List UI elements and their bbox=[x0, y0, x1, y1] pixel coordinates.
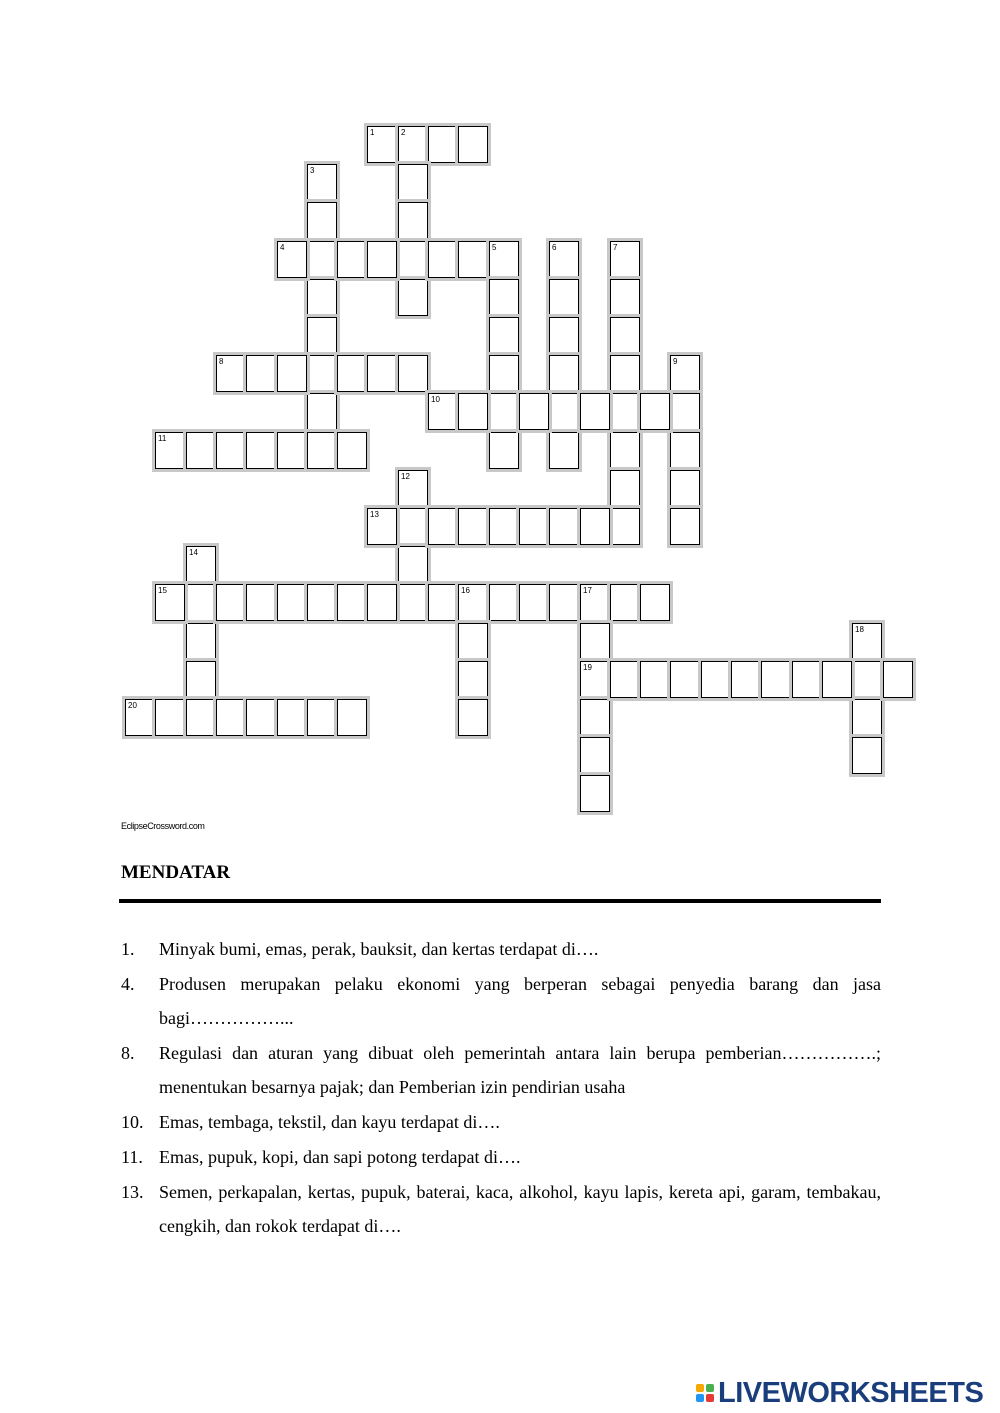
clue-number: 17 bbox=[583, 586, 592, 595]
crossword-cell[interactable] bbox=[580, 623, 610, 660]
crossword-cell[interactable] bbox=[307, 202, 337, 239]
letter-input[interactable] bbox=[189, 670, 213, 696]
section-heading: MENDATAR bbox=[121, 862, 231, 883]
clue-item-number: 1. bbox=[121, 939, 135, 959]
crossword-cell[interactable] bbox=[549, 584, 579, 621]
letter-input[interactable] bbox=[583, 632, 607, 658]
clue-item bbox=[121, 967, 881, 1035]
letter-input[interactable] bbox=[310, 173, 334, 199]
crossword-cell[interactable] bbox=[428, 241, 458, 278]
crossword-cell[interactable] bbox=[398, 279, 428, 316]
crossword-cell[interactable] bbox=[337, 432, 367, 469]
letter-input[interactable] bbox=[310, 288, 334, 314]
letter-input[interactable] bbox=[673, 441, 697, 467]
crossword-cell[interactable] bbox=[367, 126, 397, 163]
crossword-cell[interactable] bbox=[610, 508, 640, 545]
letter-input[interactable] bbox=[673, 364, 697, 390]
crossword-cell[interactable] bbox=[307, 584, 337, 621]
crossword-cell[interactable] bbox=[216, 699, 246, 736]
crossword-cell[interactable] bbox=[549, 317, 579, 354]
letter-input[interactable] bbox=[158, 708, 182, 734]
letter-input[interactable] bbox=[310, 402, 334, 428]
crossword-cell[interactable] bbox=[307, 317, 337, 354]
crossword-cell[interactable] bbox=[428, 393, 458, 430]
letter-input[interactable] bbox=[492, 517, 516, 543]
letter-input[interactable] bbox=[310, 326, 334, 352]
clue-item-text: Regulasi dan aturan yang dibuat oleh pemerintah antara lain berupa pemberian…………….; menentukan besarnya pajak; dan Pemberian izin pendirian usaha bbox=[159, 1043, 881, 1097]
clue-item bbox=[121, 1036, 881, 1104]
crossword-cell[interactable] bbox=[125, 699, 155, 736]
clue-number: 12 bbox=[401, 472, 410, 481]
letter-input[interactable] bbox=[461, 670, 485, 696]
crossword-cell[interactable] bbox=[549, 508, 579, 545]
crossword-cell[interactable] bbox=[186, 546, 216, 583]
crossword-cell[interactable] bbox=[610, 393, 640, 430]
letter-input[interactable] bbox=[310, 364, 334, 390]
crossword-cell[interactable] bbox=[458, 584, 488, 621]
clue-item-number: 4. bbox=[121, 974, 135, 994]
crossword-cell[interactable] bbox=[216, 355, 246, 392]
clue-item-number: 13. bbox=[121, 1182, 144, 1202]
letter-input[interactable] bbox=[522, 517, 546, 543]
crossword-cell[interactable] bbox=[398, 546, 428, 583]
letter-input[interactable] bbox=[492, 364, 516, 390]
heading-divider bbox=[119, 899, 881, 903]
clue-number: 20 bbox=[128, 701, 137, 710]
crossword-cell[interactable] bbox=[458, 661, 488, 698]
crossword-cell[interactable] bbox=[489, 508, 519, 545]
letter-input[interactable] bbox=[280, 708, 304, 734]
crossword-cell[interactable] bbox=[640, 584, 670, 621]
letter-input[interactable] bbox=[552, 402, 576, 428]
clue-item bbox=[121, 932, 881, 966]
crossword-cell[interactable] bbox=[458, 126, 488, 163]
crossword-cell[interactable] bbox=[640, 393, 670, 430]
crossword-cell[interactable] bbox=[155, 699, 185, 736]
crossword-cell[interactable] bbox=[398, 164, 428, 201]
crossword-cell[interactable] bbox=[822, 661, 852, 698]
letter-input[interactable] bbox=[280, 593, 304, 619]
letter-input[interactable] bbox=[219, 593, 243, 619]
clue-number: 6 bbox=[552, 243, 557, 252]
letter-input[interactable] bbox=[340, 708, 364, 734]
letter-input[interactable] bbox=[673, 517, 697, 543]
crossword-cell[interactable] bbox=[186, 584, 216, 621]
crossword-cell[interactable] bbox=[852, 623, 882, 660]
crossword-cell[interactable] bbox=[610, 584, 640, 621]
crossword-cell[interactable] bbox=[307, 355, 337, 392]
letter-input[interactable] bbox=[370, 250, 394, 276]
letter-input[interactable] bbox=[855, 746, 879, 772]
crossword-cell[interactable] bbox=[549, 355, 579, 392]
letter-input[interactable] bbox=[401, 364, 425, 390]
letter-input[interactable] bbox=[158, 593, 182, 619]
clue-number: 10 bbox=[431, 395, 440, 404]
letter-input[interactable] bbox=[613, 441, 637, 467]
crossword-cell[interactable] bbox=[186, 661, 216, 698]
letter-input[interactable] bbox=[280, 250, 304, 276]
crossword-cell[interactable] bbox=[519, 393, 549, 430]
crossword-cell[interactable] bbox=[640, 661, 670, 698]
logo-mark-square bbox=[696, 1394, 704, 1402]
crossword-cell[interactable] bbox=[367, 508, 397, 545]
letter-input[interactable] bbox=[431, 135, 455, 161]
letter-input[interactable] bbox=[370, 135, 394, 161]
letter-input[interactable] bbox=[280, 364, 304, 390]
crossword-cell[interactable] bbox=[549, 432, 579, 469]
letter-input[interactable] bbox=[431, 402, 455, 428]
letter-input[interactable] bbox=[522, 593, 546, 619]
letter-input[interactable] bbox=[552, 288, 576, 314]
letter-input[interactable] bbox=[583, 517, 607, 543]
clue-item-number: 11. bbox=[121, 1147, 143, 1167]
letter-input[interactable] bbox=[401, 211, 425, 237]
crossword-cell[interactable] bbox=[580, 737, 610, 774]
letter-input[interactable] bbox=[613, 517, 637, 543]
letter-input[interactable] bbox=[340, 364, 364, 390]
letter-input[interactable] bbox=[219, 364, 243, 390]
letter-input[interactable] bbox=[340, 593, 364, 619]
letter-input[interactable] bbox=[461, 708, 485, 734]
letter-input[interactable] bbox=[492, 288, 516, 314]
crossword-cell[interactable] bbox=[398, 584, 428, 621]
letter-input[interactable] bbox=[310, 441, 334, 467]
letter-input[interactable] bbox=[219, 441, 243, 467]
letter-input[interactable] bbox=[613, 402, 637, 428]
crossword-cell[interactable] bbox=[580, 661, 610, 698]
letter-input[interactable] bbox=[552, 517, 576, 543]
logo-mark-square bbox=[706, 1394, 714, 1402]
crossword-cell[interactable] bbox=[489, 355, 519, 392]
crossword-cell[interactable] bbox=[670, 470, 700, 507]
crossword-cell[interactable] bbox=[580, 508, 610, 545]
clue-number: 5 bbox=[492, 243, 497, 252]
crossword-cell[interactable] bbox=[670, 661, 700, 698]
letter-input[interactable] bbox=[613, 593, 637, 619]
clue-item-number: 8. bbox=[121, 1043, 135, 1063]
letter-input[interactable] bbox=[886, 670, 910, 696]
crossword-cell[interactable] bbox=[367, 355, 397, 392]
clue-item bbox=[121, 1105, 881, 1139]
clue-item-number: 10. bbox=[121, 1112, 144, 1132]
letter-input[interactable] bbox=[461, 402, 485, 428]
clue-number: 2 bbox=[401, 128, 406, 137]
clue-number: 9 bbox=[673, 357, 678, 366]
letter-input[interactable] bbox=[401, 135, 425, 161]
clue-item-text: Semen, perkapalan, kertas, pupuk, baterai, kaca, alkohol, kayu lapis, kereta api, garam, tembakau, cengkih, dan rokok terdapat di…. bbox=[159, 1182, 881, 1236]
letter-input[interactable] bbox=[128, 708, 152, 734]
letter-input[interactable] bbox=[552, 593, 576, 619]
crossword-cell[interactable] bbox=[398, 355, 428, 392]
logo-mark-icon bbox=[696, 1384, 714, 1402]
letter-input[interactable] bbox=[673, 479, 697, 505]
letter-input[interactable] bbox=[643, 593, 667, 619]
crossword-credit: EclipseCrossword.com bbox=[121, 821, 205, 831]
letter-input[interactable] bbox=[613, 250, 637, 276]
crossword-cell[interactable] bbox=[307, 393, 337, 430]
letter-input[interactable] bbox=[310, 250, 334, 276]
crossword-cell[interactable] bbox=[398, 202, 428, 239]
crossword-cell[interactable] bbox=[307, 241, 337, 278]
crossword-cell[interactable] bbox=[458, 699, 488, 736]
letter-input[interactable] bbox=[189, 441, 213, 467]
letter-input[interactable] bbox=[583, 670, 607, 696]
crossword-cell[interactable] bbox=[246, 432, 276, 469]
crossword-cell[interactable] bbox=[186, 432, 216, 469]
letter-input[interactable] bbox=[249, 441, 273, 467]
letter-input[interactable] bbox=[673, 670, 697, 696]
crossword-cell[interactable] bbox=[670, 393, 700, 430]
letter-input[interactable] bbox=[431, 593, 455, 619]
crossword-cell[interactable] bbox=[155, 584, 185, 621]
clue-number: 18 bbox=[855, 625, 864, 634]
crossword-cell[interactable] bbox=[458, 241, 488, 278]
letter-input[interactable] bbox=[704, 670, 728, 696]
letter-input[interactable] bbox=[855, 708, 879, 734]
clue-number: 1 bbox=[370, 128, 375, 137]
clue-number: 15 bbox=[158, 586, 167, 595]
liveworksheets-logo bbox=[696, 1376, 983, 1410]
crossword-cell[interactable] bbox=[428, 584, 458, 621]
crossword-cell[interactable] bbox=[155, 432, 185, 469]
letter-input[interactable] bbox=[552, 250, 576, 276]
letter-input[interactable] bbox=[613, 364, 637, 390]
letter-input[interactable] bbox=[189, 593, 213, 619]
letter-input[interactable] bbox=[158, 441, 182, 467]
logo-text: LIVEWORKSHEETS bbox=[718, 1376, 984, 1409]
crossword-cell[interactable] bbox=[246, 355, 276, 392]
letter-input[interactable] bbox=[855, 632, 879, 658]
clue-list bbox=[121, 932, 881, 1244]
letter-input[interactable] bbox=[855, 670, 879, 696]
crossword-cell[interactable] bbox=[367, 241, 397, 278]
letter-input[interactable] bbox=[461, 593, 485, 619]
crossword-cell[interactable] bbox=[610, 355, 640, 392]
letter-input[interactable] bbox=[370, 593, 394, 619]
crossword-cell[interactable] bbox=[519, 508, 549, 545]
letter-input[interactable] bbox=[795, 670, 819, 696]
letter-input[interactable] bbox=[461, 632, 485, 658]
crossword-cell[interactable] bbox=[489, 393, 519, 430]
crossword-cell[interactable] bbox=[186, 623, 216, 660]
letter-input[interactable] bbox=[189, 708, 213, 734]
letter-input[interactable] bbox=[189, 632, 213, 658]
letter-input[interactable] bbox=[583, 402, 607, 428]
clue-number: 13 bbox=[370, 510, 379, 519]
letter-input[interactable] bbox=[552, 326, 576, 352]
clue-number: 4 bbox=[280, 243, 285, 252]
letter-input[interactable] bbox=[583, 784, 607, 810]
crossword-cell[interactable] bbox=[277, 432, 307, 469]
crossword-cell[interactable] bbox=[428, 508, 458, 545]
crossword-cell[interactable] bbox=[337, 241, 367, 278]
letter-input[interactable] bbox=[461, 250, 485, 276]
crossword-cell[interactable] bbox=[307, 164, 337, 201]
letter-input[interactable] bbox=[401, 479, 425, 505]
crossword-cell[interactable] bbox=[670, 508, 700, 545]
letter-input[interactable] bbox=[401, 288, 425, 314]
crossword-cell[interactable] bbox=[398, 126, 428, 163]
letter-input[interactable] bbox=[310, 708, 334, 734]
letter-input[interactable] bbox=[431, 517, 455, 543]
clue-number: 7 bbox=[613, 243, 618, 252]
crossword-cell[interactable] bbox=[367, 584, 397, 621]
clue-number: 19 bbox=[583, 663, 592, 672]
letter-input[interactable] bbox=[461, 517, 485, 543]
crossword-cell[interactable] bbox=[398, 470, 428, 507]
crossword-cell[interactable] bbox=[519, 584, 549, 621]
letter-input[interactable] bbox=[401, 173, 425, 199]
letter-input[interactable] bbox=[249, 708, 273, 734]
crossword-cell[interactable] bbox=[398, 508, 428, 545]
letter-input[interactable] bbox=[492, 326, 516, 352]
clue-item bbox=[121, 1140, 881, 1174]
letter-input[interactable] bbox=[249, 593, 273, 619]
letter-input[interactable] bbox=[219, 708, 243, 734]
letter-input[interactable] bbox=[189, 555, 213, 581]
letter-input[interactable] bbox=[613, 479, 637, 505]
letter-input[interactable] bbox=[492, 250, 516, 276]
letter-input[interactable] bbox=[280, 441, 304, 467]
letter-input[interactable] bbox=[522, 402, 546, 428]
crossword-cell[interactable] bbox=[610, 241, 640, 278]
crossword-cell[interactable] bbox=[489, 279, 519, 316]
clue-number: 11 bbox=[158, 434, 167, 443]
letter-input[interactable] bbox=[340, 250, 364, 276]
crossword-cell[interactable] bbox=[216, 584, 246, 621]
letter-input[interactable] bbox=[613, 288, 637, 314]
letter-input[interactable] bbox=[401, 517, 425, 543]
letter-input[interactable] bbox=[249, 364, 273, 390]
crossword-cell[interactable] bbox=[458, 508, 488, 545]
crossword-cell[interactable] bbox=[489, 241, 519, 278]
crossword-cell[interactable] bbox=[489, 432, 519, 469]
crossword-cell[interactable] bbox=[246, 699, 276, 736]
letter-input[interactable] bbox=[370, 517, 394, 543]
crossword-cell[interactable] bbox=[277, 355, 307, 392]
crossword-cell[interactable] bbox=[307, 699, 337, 736]
clue-number: 8 bbox=[219, 357, 224, 366]
crossword-cell[interactable] bbox=[580, 699, 610, 736]
crossword-cell[interactable] bbox=[307, 279, 337, 316]
letter-input[interactable] bbox=[552, 364, 576, 390]
crossword-cell[interactable] bbox=[246, 584, 276, 621]
clue-number: 14 bbox=[189, 548, 198, 557]
letter-input[interactable] bbox=[401, 250, 425, 276]
letter-input[interactable] bbox=[461, 135, 485, 161]
letter-input[interactable] bbox=[583, 746, 607, 772]
crossword-cell[interactable] bbox=[883, 661, 913, 698]
letter-input[interactable] bbox=[825, 670, 849, 696]
crossword-cell[interactable] bbox=[458, 623, 488, 660]
crossword-cell[interactable] bbox=[398, 241, 428, 278]
letter-input[interactable] bbox=[340, 441, 364, 467]
crossword-cell[interactable] bbox=[670, 432, 700, 469]
crossword-cell[interactable] bbox=[337, 699, 367, 736]
letter-input[interactable] bbox=[552, 441, 576, 467]
crossword-cell[interactable] bbox=[428, 126, 458, 163]
crossword-cell[interactable] bbox=[549, 393, 579, 430]
letter-input[interactable] bbox=[673, 402, 697, 428]
clue-item-text: Produsen merupakan pelaku ekonomi yang berperan sebagai penyedia barang dan jasa bagi……………... bbox=[159, 974, 881, 1028]
letter-input[interactable] bbox=[583, 708, 607, 734]
crossword-cell[interactable] bbox=[580, 775, 610, 812]
clue-item-text: Emas, tembaga, tekstil, dan kayu terdapat di…. bbox=[159, 1112, 500, 1132]
letter-input[interactable] bbox=[613, 326, 637, 352]
crossword-cell[interactable] bbox=[610, 432, 640, 469]
crossword-cell[interactable] bbox=[337, 355, 367, 392]
crossword-cell[interactable] bbox=[852, 737, 882, 774]
crossword-cell[interactable] bbox=[852, 661, 882, 698]
letter-input[interactable] bbox=[310, 593, 334, 619]
crossword-cell[interactable] bbox=[186, 699, 216, 736]
letter-input[interactable] bbox=[613, 670, 637, 696]
crossword-cell[interactable] bbox=[307, 432, 337, 469]
crossword-cell[interactable] bbox=[792, 661, 822, 698]
logo-mark-square bbox=[706, 1384, 714, 1392]
crossword-cell[interactable] bbox=[216, 432, 246, 469]
letter-input[interactable] bbox=[643, 402, 667, 428]
crossword-cell[interactable] bbox=[701, 661, 731, 698]
crossword-cell[interactable] bbox=[731, 661, 761, 698]
crossword-cell[interactable] bbox=[610, 317, 640, 354]
letter-input[interactable] bbox=[401, 593, 425, 619]
clue-number: 16 bbox=[461, 586, 470, 595]
clue-item-text: Minyak bumi, emas, perak, bauksit, dan kertas terdapat di…. bbox=[159, 939, 599, 959]
clue-item-text: Emas, pupuk, kopi, dan sapi potong terdapat di…. bbox=[159, 1147, 521, 1167]
crossword-cell[interactable] bbox=[549, 279, 579, 316]
crossword-cell[interactable] bbox=[489, 584, 519, 621]
letter-input[interactable] bbox=[401, 555, 425, 581]
letter-input[interactable] bbox=[492, 402, 516, 428]
crossword-cell[interactable] bbox=[761, 661, 791, 698]
crossword-cell[interactable] bbox=[610, 470, 640, 507]
logo-mark-square bbox=[696, 1384, 704, 1392]
crossword-cell[interactable] bbox=[610, 279, 640, 316]
letter-input[interactable] bbox=[492, 441, 516, 467]
crossword-cell[interactable] bbox=[610, 661, 640, 698]
letter-input[interactable] bbox=[310, 211, 334, 237]
crossword-cell[interactable] bbox=[337, 584, 367, 621]
crossword-cell[interactable] bbox=[549, 241, 579, 278]
crossword-cell[interactable] bbox=[852, 699, 882, 736]
letter-input[interactable] bbox=[431, 250, 455, 276]
clue-item bbox=[121, 1175, 881, 1243]
letter-input[interactable] bbox=[492, 593, 516, 619]
crossword-cell[interactable] bbox=[277, 241, 307, 278]
crossword-cell[interactable] bbox=[670, 355, 700, 392]
letter-input[interactable] bbox=[370, 364, 394, 390]
crossword-cell[interactable] bbox=[580, 393, 610, 430]
crossword-cell[interactable] bbox=[277, 699, 307, 736]
letter-input[interactable] bbox=[583, 593, 607, 619]
crossword-cell[interactable] bbox=[580, 584, 610, 621]
crossword-cell[interactable] bbox=[458, 393, 488, 430]
crossword-cell[interactable] bbox=[277, 584, 307, 621]
clue-number: 3 bbox=[310, 166, 315, 175]
letter-input[interactable] bbox=[643, 670, 667, 696]
letter-input[interactable] bbox=[734, 670, 758, 696]
letter-input[interactable] bbox=[764, 670, 788, 696]
crossword-cell[interactable] bbox=[489, 317, 519, 354]
